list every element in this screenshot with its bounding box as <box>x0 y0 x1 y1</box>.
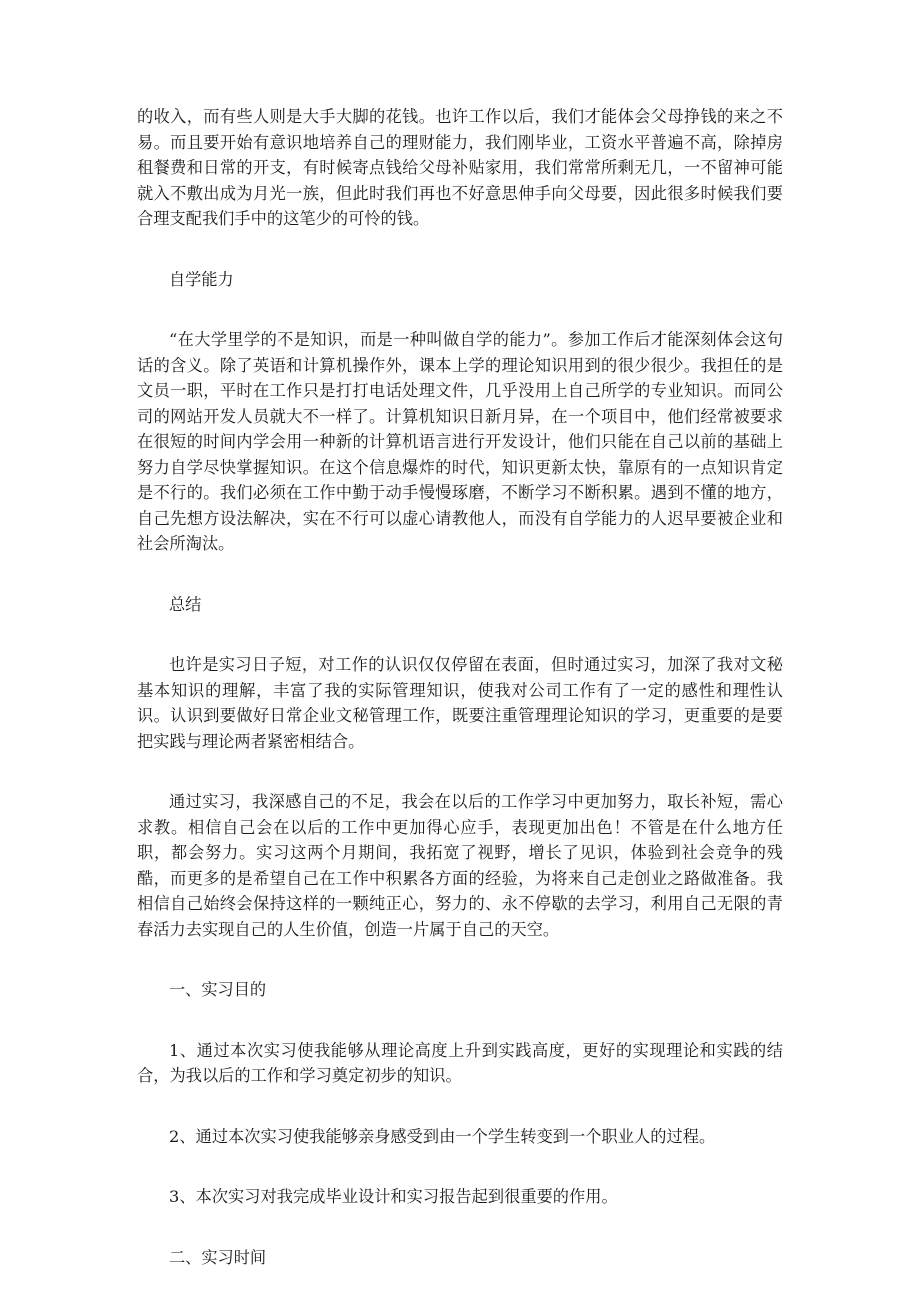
document-page <box>137 104 783 1305</box>
paragraph-purpose-3: 3、本次实习对我完成毕业设计和实习报告起到很重要的作用。 <box>169 1187 618 1206</box>
paragraph-self-study: “在大学里学的不是知识，而是一种叫做自学的能力”。参加工作后才能深刻体会这句话的含义。除了英语和计算机操作外，课本上学的理论知识用到的很少很少。我担任的是文员一职，平时在工作只是打打电话处理文件，几乎没用上自己所学的专业知识。而同公司的网站开发人员就大不一样了。计算机知识日新月异，在一个项目中，他们经常被要求在很短的时间内学会用一种新的计算机语言进行开发设计，他们只能在自己以前的基础上努力自学尽快掌握知识。在这个信息爆炸的时代，知识更新太快，靠原有的一点知识肯定是不行的。我们必须在工作中勤于动手慢慢琢磨，不断学习不断积累。遇到不懂的地方，自己先想方设法解决，实在不行可以虚心请教他人，而没有自学能力的人迟早要被企业和社会所淘汰。 <box>137 330 783 553</box>
paragraph-finance: 的收入，而有些人则是大手大脚的花钱。也许工作以后，我们才能体会父母挣钱的来之不易。而且要开始有意识地培养自己的理财能力，我们刚毕业，工资水平普遍不高，除掉房租餐费和日常的开支，有时候寄点钱给父母补贴家用，我们常常所剩无几，一不留神可能就入不敷出成为月光一族，但此时我们再也不好意思伸手向父母要，因此很多时候我们要合理支配我们手中的这笔少的可怜的钱。 <box>137 107 783 228</box>
section-heading-time: 二、实习时间 <box>169 1247 267 1267</box>
section-heading-self-study: 自学能力 <box>169 269 234 289</box>
paragraph-summary-2: 通过实习，我深感自己的不足，我会在以后的工作学习中更加努力，取长补短，需心求教。相信自己会在以后的工作中更加得心应手，表现更加出色！不管是在什么地方任职，都会努力。实习这两个月期间，我拓宽了视野，增长了见识，体验到社会竞争的残酷，而更多的是希望自己在工作中积累各方面的经验，为将来自己走创业之路做准备。我相信自己始终会保持这样的一颗纯正心，努力的、永不停歇的去学习，利用自己无限的青春活力去实现自己的人生价值，创造一片属于自己的天空。 <box>137 792 783 939</box>
section-heading-purpose: 一、实习目的 <box>169 980 267 999</box>
paragraph-purpose-1: 1、通过本次实习使我能够从理论高度上升到实践高度，更好的实现理论和实践的结合，为我以后的工作和学习奠定初步的知识。 <box>137 1040 783 1085</box>
paragraph-summary-1: 也许是实习日子短，对工作的认识仅仅停留在表面，但时通过实习，加深了我对文秘基本知识的理解，丰富了我的实际管理知识，使我对公司工作有了一定的感性和理性认识。认识到要做好日常企业文秘管理工作，既要注重管理理论知识的学习，更重要的是要把实践与理论两者紧密相结合。 <box>137 655 783 751</box>
paragraph-purpose-2: 2、通过本次实习使我能够亲身感受到由一个学生转变到一个职业人的过程。 <box>169 1126 716 1146</box>
section-heading-summary: 总结 <box>169 594 202 614</box>
